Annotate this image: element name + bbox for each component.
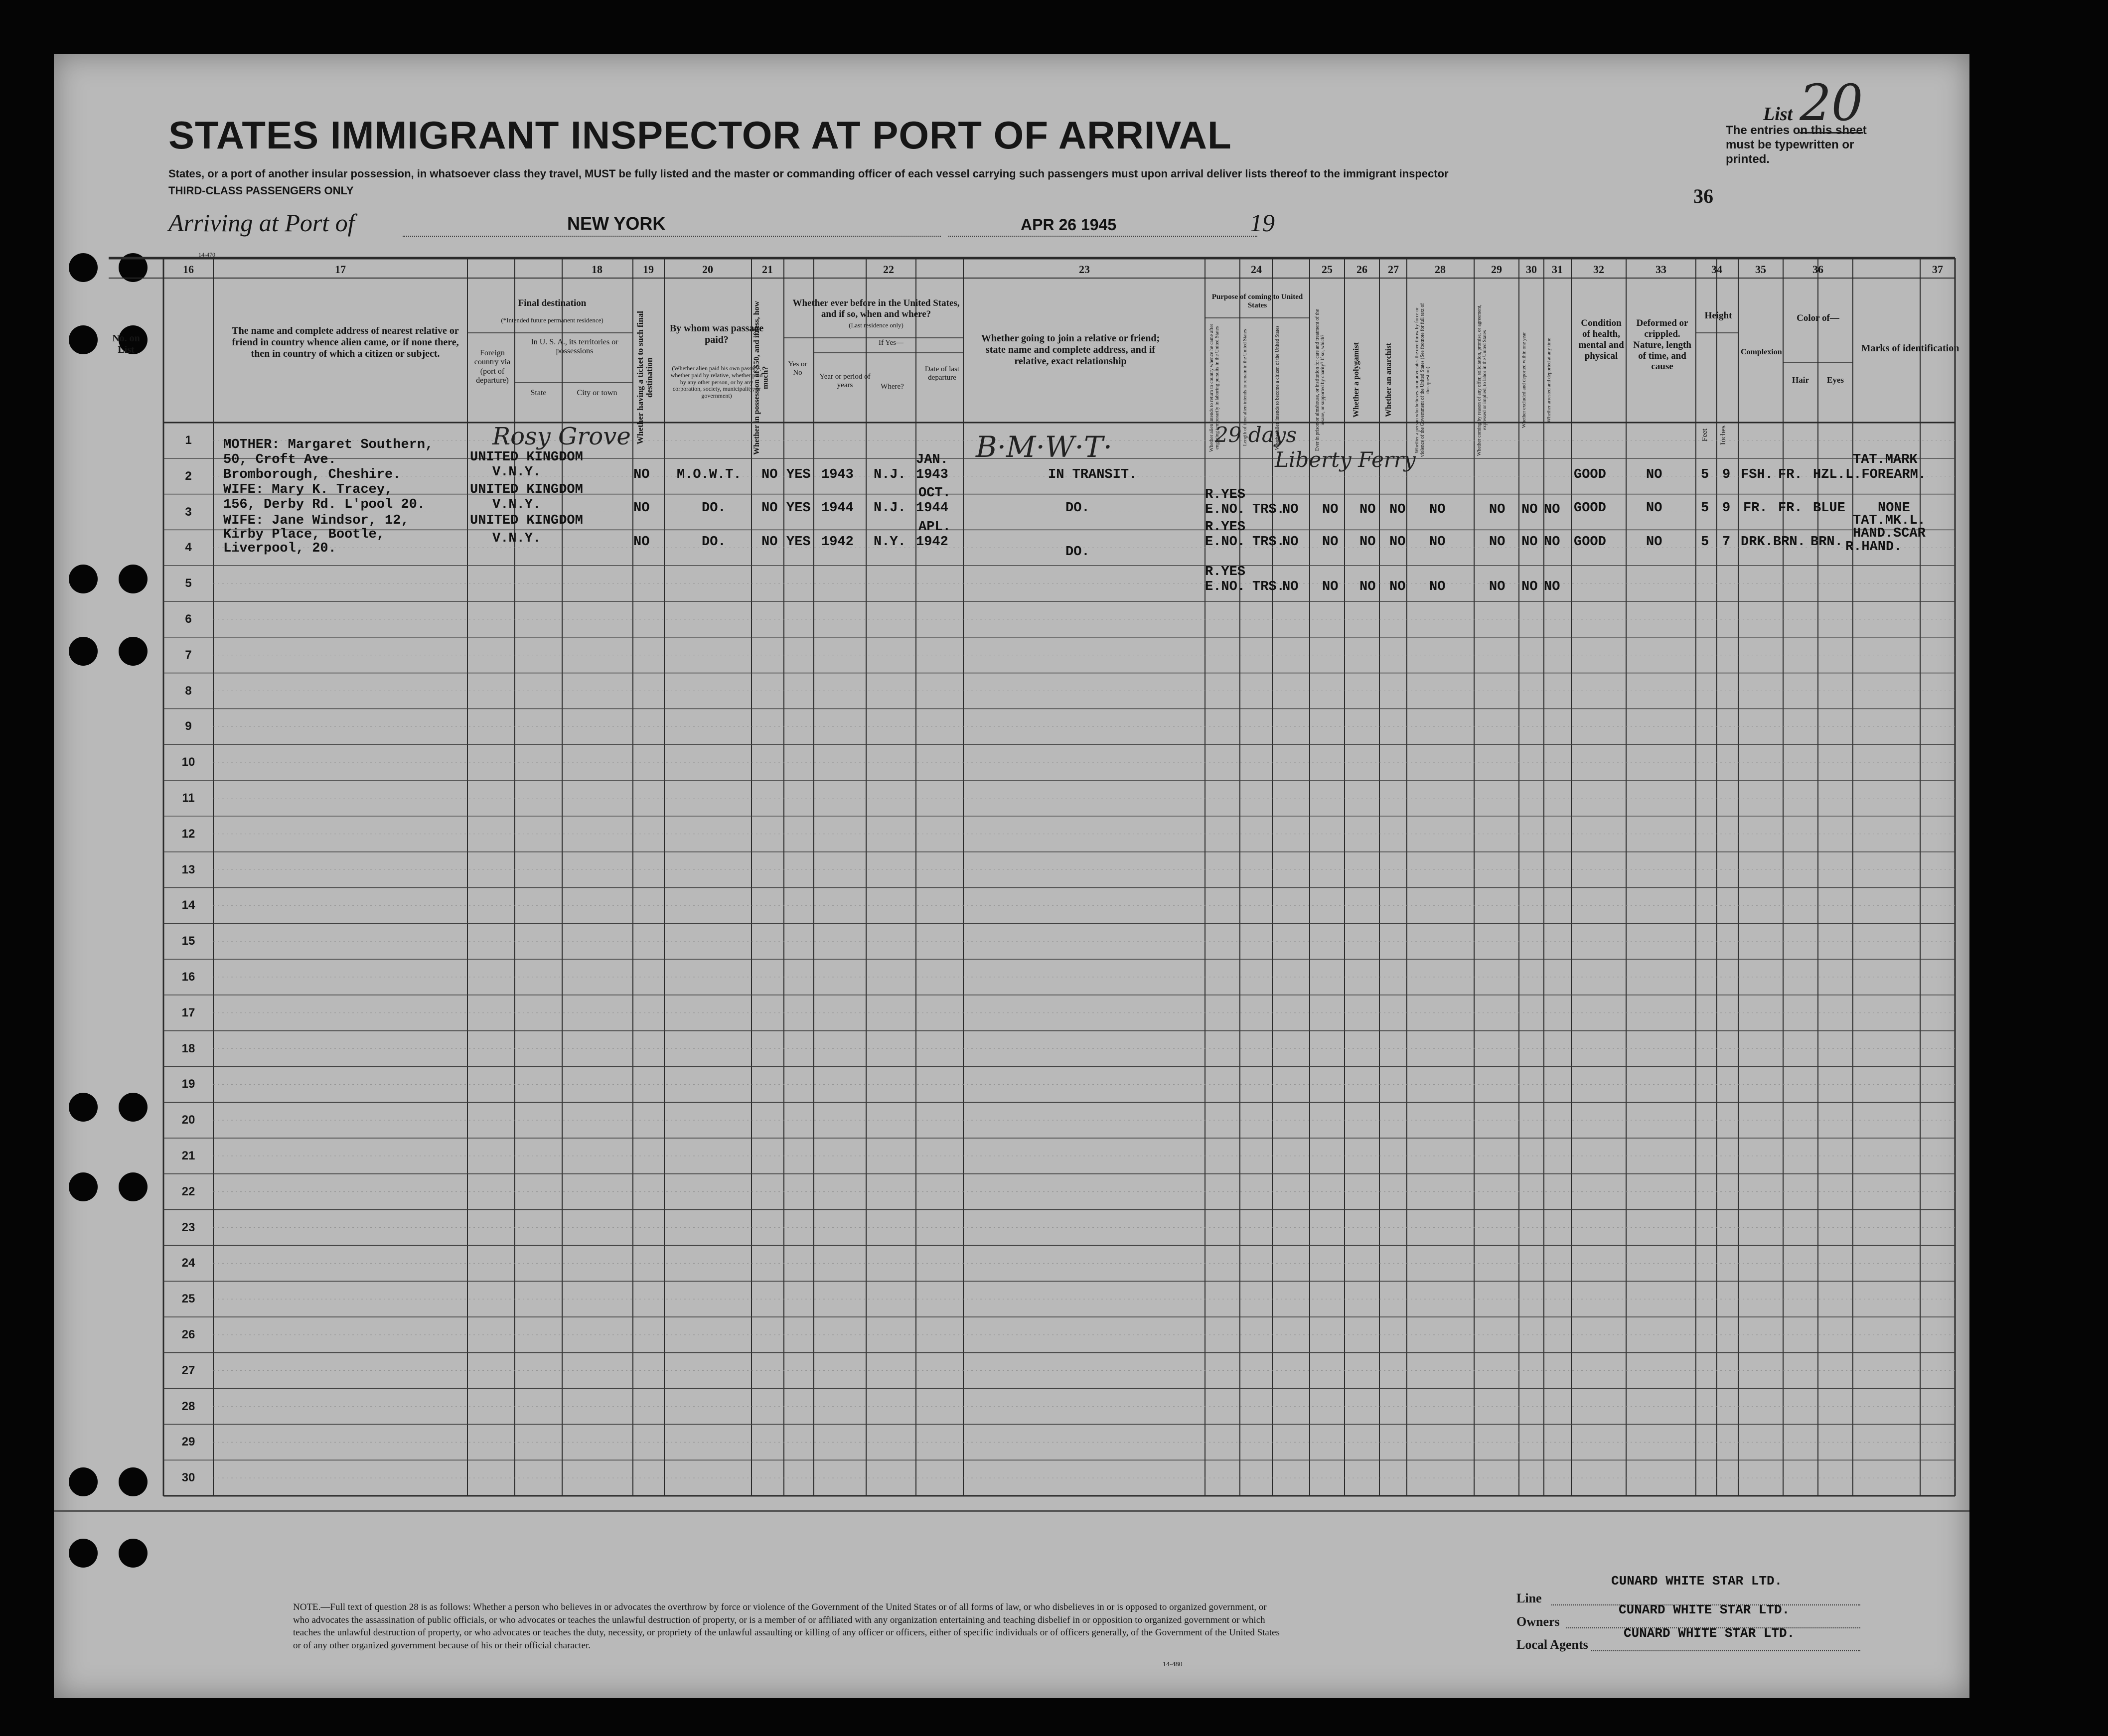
header-in-usa: In U. S. A., its territories or possessions xyxy=(531,338,618,356)
purpose-citizen: E.NO. xyxy=(1205,535,1246,550)
header-city: City or town xyxy=(577,389,617,397)
join-relative: DO. xyxy=(1065,545,1090,560)
answer-q29: NO xyxy=(1489,579,1506,594)
header-q30: Whether excluded and deported within one year xyxy=(1521,332,1527,429)
departure-year: 1942 xyxy=(916,535,948,550)
row-number: 17 xyxy=(181,1006,195,1019)
marks-line: NONE xyxy=(1878,501,1910,516)
handwritten-stay-length: 29 days xyxy=(1215,423,1297,447)
answer-prison: NO xyxy=(1322,535,1339,550)
row-number: 8 xyxy=(185,684,192,698)
header-if-yes: If Yes— xyxy=(878,339,903,347)
row-number: 21 xyxy=(181,1149,195,1162)
answer-anarchist: NO xyxy=(1389,502,1406,517)
money: NO xyxy=(761,535,778,550)
answer-anarchist: NO xyxy=(1389,579,1406,594)
column-number: 25 xyxy=(1322,263,1333,276)
marks-line: R.HAND. xyxy=(1845,540,1902,555)
hair-color: BRN. xyxy=(1773,535,1806,550)
before-us: YES xyxy=(786,535,811,550)
row-number: 19 xyxy=(181,1077,195,1091)
header-overthrow: Whether a person who believes in or advocates the overthrow by force or violence of the Government of the United States (See footnote for full text of this question) xyxy=(1414,303,1431,457)
purpose-intend: NO xyxy=(1282,502,1299,517)
marks-line: L.FOREARM. xyxy=(1845,467,1927,482)
join-relative: IN TRANSIT. xyxy=(1048,467,1137,482)
row-number: 30 xyxy=(181,1471,195,1485)
answer-polygamist: NO xyxy=(1359,579,1376,594)
header-year-period: Year or period of years xyxy=(819,373,871,390)
answer-overthrow: NO xyxy=(1429,535,1446,550)
arriving-label: Arriving at Port of xyxy=(168,209,355,237)
answer-q31: NO xyxy=(1544,579,1560,594)
answer-polygamist: NO xyxy=(1359,535,1376,550)
ticket: NO xyxy=(633,535,650,550)
row-number: 4 xyxy=(185,541,192,555)
header-purpose: Purpose of coming to United States xyxy=(1211,293,1303,310)
money: NO xyxy=(761,467,778,482)
header-purpose-a: Whether alien intends to return to country whence he came after engaging temporarily in laboring pursuits in the United States xyxy=(1209,323,1220,452)
passage-paid-by: DO. xyxy=(702,535,726,550)
complexion: FR. xyxy=(1743,501,1768,516)
owners-label: Owners xyxy=(1516,1614,1560,1629)
header-purpose-b: Length of time alien intends to remain in the United States xyxy=(1242,329,1248,446)
header-foreign-country: Foreign country via (port of departure) xyxy=(474,349,511,385)
ticket: NO xyxy=(633,501,650,516)
before-us: YES xyxy=(786,501,811,516)
column-number: 20 xyxy=(702,263,713,276)
height-inches: 7 xyxy=(1722,535,1731,550)
line-value: CUNARD WHITE STAR LTD. xyxy=(1611,1574,1783,1589)
condition: GOOD xyxy=(1574,535,1606,550)
passage-paid-by: DO. xyxy=(702,501,726,516)
departure-month: OCT. xyxy=(918,486,951,501)
row-number: 9 xyxy=(185,720,192,733)
answer-q31: NO xyxy=(1544,535,1560,550)
owners-value: CUNARD WHITE STAR LTD. xyxy=(1619,1602,1790,1617)
header-ticket: Whether having a ticket to such final destination xyxy=(635,311,654,444)
height-inches: 9 xyxy=(1722,467,1731,482)
row-number: 2 xyxy=(185,469,192,483)
column-number: 28 xyxy=(1435,263,1446,276)
column-number: 19 xyxy=(643,263,654,276)
header-deformed: Deformed or crippled. Nature, length of time, and cause xyxy=(1633,318,1691,372)
column-number: 16 xyxy=(183,263,194,276)
form-code: 14-470 xyxy=(198,251,215,258)
hair-color: FR. xyxy=(1778,501,1803,516)
row-number: 22 xyxy=(181,1184,195,1198)
deformed: NO xyxy=(1646,535,1662,550)
relative-address-line: MOTHER: Margaret Southern, xyxy=(223,437,434,452)
answer-q30: NO xyxy=(1521,502,1538,517)
header-relative-home: The name and complete address of nearest relative or friend in country whence alien came, or if none there, then in country of which a citizen or subject. xyxy=(232,325,459,359)
purpose-length: TRS. xyxy=(1252,535,1285,550)
answer-q30: NO xyxy=(1521,535,1538,550)
header-where: Where? xyxy=(881,383,904,391)
row-number: 20 xyxy=(181,1113,195,1127)
row-number: 1 xyxy=(185,433,192,447)
column-number: 27 xyxy=(1388,263,1399,276)
header-no-on-list: No. on List xyxy=(112,333,140,355)
header-final-destination-note: (*Intended future permanent residence) xyxy=(501,316,603,324)
header-yes-no: Yes or No xyxy=(788,360,807,377)
year-period: 1942 xyxy=(821,535,854,550)
answer-q29: NO xyxy=(1489,502,1506,517)
column-number: 33 xyxy=(1656,263,1666,276)
answer-overthrow: NO xyxy=(1429,502,1446,517)
row-number: 24 xyxy=(181,1256,195,1270)
column-number: 26 xyxy=(1356,263,1367,276)
header-anarchist: Whether an anarchist xyxy=(1384,343,1393,418)
answer-polygamist: NO xyxy=(1359,502,1376,517)
relative-address-line: 50, Croft Ave. xyxy=(223,452,336,467)
before-us: YES xyxy=(786,467,811,482)
local-agents-label: Local Agents xyxy=(1516,1637,1588,1652)
height-inches: 9 xyxy=(1722,501,1731,516)
column-number: 18 xyxy=(592,263,602,276)
purpose-intend: NO xyxy=(1282,579,1299,594)
footer-form-code: 14-480 xyxy=(1163,1661,1183,1668)
year-period: 1943 xyxy=(821,467,854,482)
complexion: DRK. xyxy=(1741,535,1773,550)
eye-color: BLUE xyxy=(1813,501,1845,516)
row-number: 5 xyxy=(185,577,192,590)
year-prefix: 19 xyxy=(1250,209,1275,237)
join-relative: DO. xyxy=(1065,501,1090,516)
handwritten-join-note: B·M·W·T· xyxy=(976,430,1113,464)
header-money: Whether in possession of $50, and if less, how much? xyxy=(753,300,770,455)
document-title: STATES IMMIGRANT INSPECTOR AT PORT OF ARRIVAL xyxy=(168,113,1232,157)
header-eyes: Eyes xyxy=(1827,375,1844,385)
header-feet: Feet xyxy=(1701,429,1709,441)
row-number: 11 xyxy=(182,791,195,805)
marks-line: TAT.MK.L. xyxy=(1853,513,1926,528)
ticket: NO xyxy=(633,467,650,482)
column-number: 22 xyxy=(883,263,894,276)
row-number: 3 xyxy=(185,505,192,519)
row-number: 7 xyxy=(185,648,192,662)
purpose-return: R.YES xyxy=(1205,565,1246,579)
relative-address-line: 156, Derby Rd. L'pool 20. xyxy=(223,497,426,512)
header-color-of: Color of— xyxy=(1797,313,1839,323)
height-feet: 5 xyxy=(1701,467,1709,482)
height-feet: 5 xyxy=(1701,501,1709,516)
passage-paid-by: M.O.W.T. xyxy=(677,467,742,482)
row-number: 12 xyxy=(181,827,195,841)
handwritten-destination: Rosy Grove xyxy=(492,423,631,450)
height-feet: 5 xyxy=(1701,535,1709,550)
column-number: 30 xyxy=(1526,263,1537,276)
column-number: 35 xyxy=(1755,263,1766,276)
answer-q31: NO xyxy=(1544,502,1560,517)
condition: GOOD xyxy=(1574,467,1606,482)
foreign-country: UNITED KINGDOM xyxy=(470,450,583,465)
purpose-citizen: E.NO. xyxy=(1205,579,1246,594)
column-number: 32 xyxy=(1593,263,1604,276)
row-number: 15 xyxy=(181,934,195,948)
deformed: NO xyxy=(1646,501,1662,516)
purpose-citizen: E.NO. xyxy=(1205,502,1246,517)
header-before-us-note: (Last residence only) xyxy=(849,321,903,329)
header-passage-by: By whom was passage paid? xyxy=(669,323,764,345)
row-number: 13 xyxy=(181,863,195,876)
instructions-text: States, or a port of another insular possession, in whatsoever class they travel, MUST be fully listed and the master or commanding officer of each vessel carrying such passengers must upon arrival deliver lists thereof to the immigrant inspector xyxy=(168,167,1449,180)
manifest-grid xyxy=(54,54,1969,1698)
port-departure: V.N.Y. xyxy=(492,497,541,512)
manifest-sheet xyxy=(54,54,1969,1698)
footnote-question-28: NOTE.—Full text of question 28 is as follows: Whether a person who believes in or advocates the overthrow by force or violence of the Government of the United States or of all forms of law, or who disbelieves in or is opposed to organized government, or who advocates the assassination of public officials, or who advocates or teaches the unlawful destruction of property, or is a member of or affiliated with any organization entertaining and teaching disbelief in or opposition to organized government or which teaches the unlawful destruction of property, or who advocates or teaches the duty, necessity, or propriety of the unlawful assaulting or killing of any officer or officers, either of specific individuals or of officers generally, of the Government of the United States or of any other organized government because of his or their official character. xyxy=(293,1602,1280,1651)
answer-prison: NO xyxy=(1322,579,1339,594)
relative-address-line: Kirby Place, Bootle, xyxy=(223,527,385,542)
answer-q29: NO xyxy=(1489,535,1506,550)
header-prison: Ever in prison or almshouse, or institution for care and treatment of the insane, or supported by charity? If so, which? xyxy=(1315,309,1326,451)
row-number: 6 xyxy=(185,612,192,626)
port-departure: V.N.Y. xyxy=(492,531,541,546)
deformed: NO xyxy=(1646,467,1662,482)
eye-color: BRN. xyxy=(1810,535,1843,550)
handwritten-purpose: Liberty Ferry xyxy=(1275,447,1416,472)
row-number: 18 xyxy=(181,1041,195,1055)
header-date-departure: Date of last departure xyxy=(924,365,960,382)
marks-line: HAND.SCAR xyxy=(1853,526,1926,541)
header-q31: Whether arrested and deported at any time xyxy=(1546,338,1552,423)
condition: GOOD xyxy=(1574,501,1606,516)
typewritten-notice: The entries on this sheet must be typewritten or printed. xyxy=(1726,124,1867,166)
passenger-class-label: THIRD-CLASS PASSENGERS ONLY xyxy=(168,184,354,197)
row-number: 26 xyxy=(181,1327,195,1341)
header-state: State xyxy=(530,389,547,397)
row-number: 16 xyxy=(181,970,195,984)
header-height: Height xyxy=(1704,310,1732,321)
line-label: Line xyxy=(1516,1591,1542,1605)
foreign-country: UNITED KINGDOM xyxy=(470,513,583,528)
departure-month: JAN. xyxy=(916,452,948,467)
marks-line: TAT.MARK xyxy=(1853,452,1918,467)
header-inches: Inches xyxy=(1719,425,1727,445)
answer-overthrow: NO xyxy=(1429,579,1446,594)
purpose-length: TRS. xyxy=(1252,502,1285,517)
row-number: 14 xyxy=(181,898,195,912)
header-complexion: Complexion xyxy=(1741,348,1782,356)
relative-address-line: WIFE: Jane Windsor, 12, xyxy=(223,513,409,528)
column-number: 29 xyxy=(1491,263,1502,276)
row-number: 10 xyxy=(181,755,195,769)
foreign-country: UNITED KINGDOM xyxy=(470,482,583,497)
column-number: 21 xyxy=(762,263,773,276)
relative-address-line: Bromborough, Cheshire. xyxy=(223,467,401,482)
year-period: 1944 xyxy=(821,501,854,516)
column-number: 37 xyxy=(1932,263,1943,276)
header-condition: Condition of health, mental and physical xyxy=(1578,318,1624,361)
arrival-date: APR 26 1945 xyxy=(1021,216,1117,234)
column-number: 31 xyxy=(1552,263,1563,276)
header-polygamist: Whether a polygamist xyxy=(1352,342,1360,418)
answer-anarchist: NO xyxy=(1389,535,1406,550)
where: N.J. xyxy=(874,501,906,516)
hair-color: FR. xyxy=(1778,467,1803,482)
relative-address-line: WIFE: Mary K. Tracey, xyxy=(223,482,393,497)
complexion: FSH. xyxy=(1741,467,1773,482)
row-number: 29 xyxy=(181,1435,195,1449)
departure-year: 1944 xyxy=(916,501,948,516)
header-purpose-c: Whether alien intends to become a citizen of the United States xyxy=(1275,325,1280,450)
column-number: 23 xyxy=(1079,263,1090,276)
port-name: NEW YORK xyxy=(567,213,666,234)
purpose-length: TRS. xyxy=(1252,579,1285,594)
header-q29: Whether coming by reason of any offer, solicitation, promise, or agreement, expressed or implied, to labor in the United States xyxy=(1477,304,1488,456)
header-join-relative: Whether going to join a relative or friend; state name and complete address, and if relative, exact relationship xyxy=(981,333,1160,367)
header-marks: Marks of identification xyxy=(1861,343,1959,354)
money: NO xyxy=(761,501,778,516)
row-number: 23 xyxy=(181,1220,195,1234)
header-before-us: Whether ever before in the United States, and if so, when and where? xyxy=(792,298,960,319)
column-number: 34 xyxy=(1711,263,1722,276)
purpose-return: R.YES xyxy=(1205,487,1246,502)
header-hair: Hair xyxy=(1792,375,1809,385)
eye-color: HZL. xyxy=(1813,467,1845,482)
list-number: 20 xyxy=(1800,74,1863,134)
row-number: 25 xyxy=(181,1292,195,1306)
column-number: 17 xyxy=(335,263,346,276)
local-agents-value: CUNARD WHITE STAR LTD. xyxy=(1624,1626,1795,1641)
column-number: 36 xyxy=(1812,263,1823,276)
where: N.Y. xyxy=(874,535,906,550)
list-label: List xyxy=(1763,104,1793,125)
purpose-return: R.YES xyxy=(1205,520,1246,535)
sheet-number: 36 xyxy=(1693,185,1713,207)
departure-year: 1943 xyxy=(916,467,948,482)
relative-address-line: Liverpool, 20. xyxy=(223,541,336,556)
column-number: 24 xyxy=(1251,263,1262,276)
port-departure: V.N.Y. xyxy=(492,465,541,480)
answer-prison: NO xyxy=(1322,502,1339,517)
header-final-destination: Final destination xyxy=(518,298,587,308)
answer-q30: NO xyxy=(1521,579,1538,594)
purpose-intend: NO xyxy=(1282,535,1299,550)
where: N.J. xyxy=(874,467,906,482)
row-number: 28 xyxy=(181,1399,195,1413)
departure-month: APL. xyxy=(918,520,951,535)
header-passage-note: (Whether alien paid his own passage, whether paid by relative, whether paid by any other person, or by any corporation, society, municipality, or government) xyxy=(670,365,763,400)
row-number: 27 xyxy=(181,1363,195,1377)
